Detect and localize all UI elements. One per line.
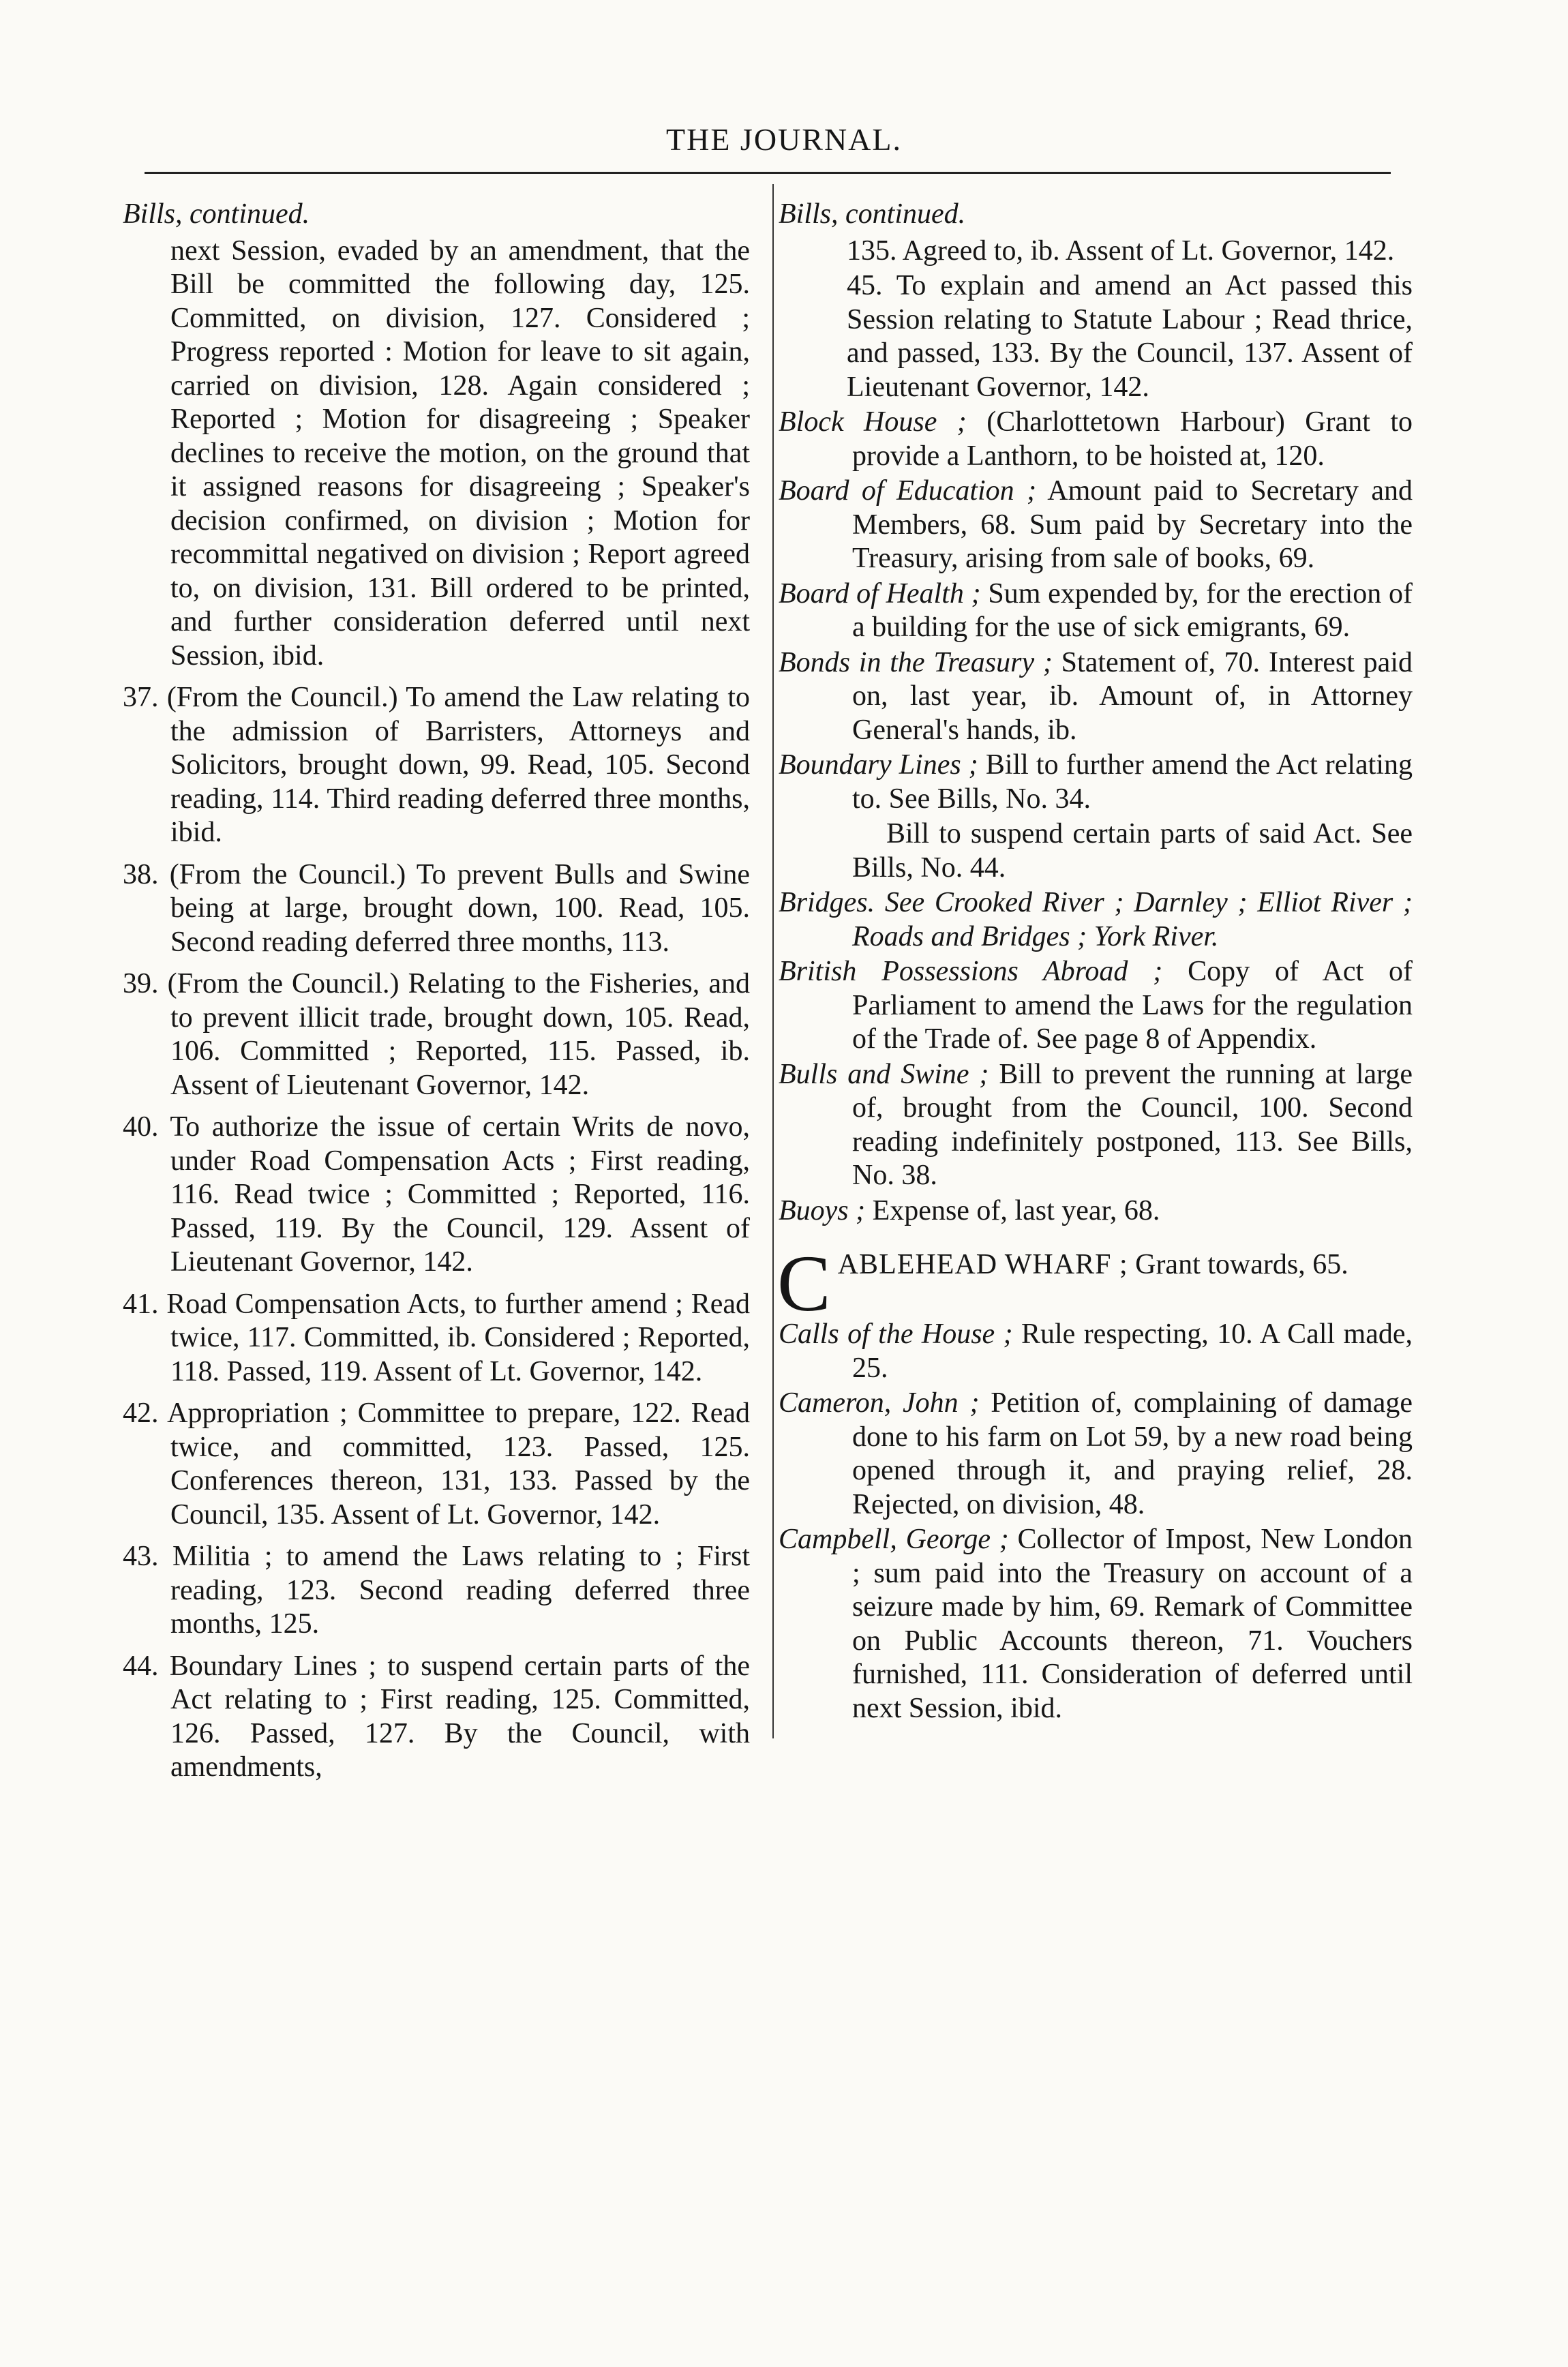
entry-text: Collector of Impost, New London ; sum paid into the Treasury on account of a seizure made by him, 69. Remark of Committee on Public Accounts thereon, 71. Vouchers furnished, 111. Consideration of deferred until next Session, ibid. <box>852 1524 1413 1724</box>
index-entry <box>779 1194 1413 1228</box>
entry-heading: ABLEHEAD WHARF ; <box>837 1249 1128 1280</box>
index-entry: 39. (From the Council.) Relating to the Fisheries, and to prevent illicit trade, brought down, 105. Read, 106. Committed ; Reported, 115. Passed, ib. Assent of Lieutenant Governor, 142. <box>123 968 750 1101</box>
index-entry <box>779 646 1413 748</box>
entry-text: Sum expended by, for the erection of a building for the use of sick emigrants, 69. <box>852 577 1413 643</box>
entry-heading: Boundary Lines ; <box>779 749 978 781</box>
entry-text: Statement of, 70. Interest paid on, last year, ib. Amount of, in Attorney General's hands, ib. <box>852 646 1413 746</box>
entry-heading: Bulls and Swine ; <box>779 1058 989 1090</box>
entry-heading: Calls of the House ; <box>779 1318 1013 1350</box>
entry-text: Petition of, complaining of damage done to his farm on Lot 59, by a new road being opened through it, and praying relief, 28. Rejected, on division, 48. <box>852 1387 1413 1520</box>
index-entry: 42. Appropriation ; Committee to prepare, 122. Read twice, and committed, 123. Passed, 125. Conferences thereon, 131, 133. Passed by the Council, 135. Assent of Lt. Governor, 142. <box>123 1398 750 1531</box>
entry-text: See Crooked River ; Darnley ; Elliot River ; Roads and Bridges ; York River. <box>852 887 1413 952</box>
index-entry <box>779 955 1413 1057</box>
entry-heading: Board of Health ; <box>779 577 981 609</box>
index-entry <box>777 1239 1413 1328</box>
entry-text: Grant towards, 65. <box>1135 1249 1348 1280</box>
index-entry <box>779 474 1413 576</box>
entry-heading: Buoys ; <box>779 1194 866 1226</box>
index-subentry: Bill to suspend certain parts of said Act. See Bills, No. 44. <box>852 818 1413 884</box>
continued-label: Bills, continued. <box>779 198 966 230</box>
index-entry: 40. To authorize the issue of certain Writs de novo, under Road Compensation Acts ; First reading, 116. Read twice ; Committed ; Reported, 116. Passed, 119. By the Council, 129. Assent of Lieutenant Governor, 142. <box>123 1111 750 1278</box>
index-entry <box>779 1523 1413 1725</box>
entry-text: Bill to prevent the running at large of, brought from the Council, 100. Second reading indefinitely postponed, 113. See Bills, No. 38. <box>852 1058 1413 1191</box>
entry-heading: Block House ; <box>779 406 967 438</box>
index-entry <box>779 749 1413 816</box>
index-entry <box>779 1058 1413 1193</box>
entry-text: Bill to further amend the Act relating to. See Bills, No. 34. <box>852 749 1413 815</box>
index-entry: 37. (From the Council.) To amend the Law relating to the admission of Barristers, Attorneys and Solicitors, brought down, 99. Read, 105. Second reading, 114. Third reading deferred three months, ibid. <box>123 682 750 848</box>
entry-text: Expense of, last year, 68. <box>872 1194 1160 1226</box>
entry-text: Rule respecting, 10. A Call made, 25. <box>852 1318 1413 1384</box>
index-entry <box>779 1387 1413 1522</box>
entry-heading: Cameron, John ; <box>779 1387 980 1419</box>
index-entry <box>779 886 1413 954</box>
index-entry: 43. Militia ; to amend the Laws relating to ; First reading, 123. Second reading deferred three months, 125. <box>123 1541 750 1640</box>
entry-text: (Charlottetown Harbour) Grant to provide a Lanthorn, to be hoisted at, 120. <box>852 406 1413 472</box>
index-entry <box>779 406 1413 473</box>
entry-heading: Board of Education ; <box>779 475 1037 507</box>
entry-heading: Bridges. <box>779 887 875 918</box>
index-entry: 135. Agreed to, ib. Assent of Lt. Governor, 142. <box>847 235 1395 267</box>
entry-heading: Campbell, George ; <box>779 1524 1009 1555</box>
index-entry: 41. Road Compensation Acts, to further amend ; Read twice, 117. Committed, ib. Considered ; Reported, 118. Passed, 119. Assent of Lt. Governor, 142. <box>123 1288 750 1387</box>
column-divider <box>772 184 774 1738</box>
entry-text: Amount paid to Secretary and Members, 68. Sum paid by Secretary into the Treasury, arising from sale of books, 69. <box>852 475 1413 574</box>
entry-text: Copy of Act of Parliament to amend the Laws for the regulation of the Trade of. See page 8 of Appendix. <box>852 956 1413 1055</box>
entry-heading: Bonds in the Treasury ; <box>779 646 1053 678</box>
header-rule <box>145 172 1391 174</box>
index-entry: 38. (From the Council.) To prevent Bulls and Swine being at large, brought down, 100. Read, 105. Second reading deferred three months, 113. <box>123 858 750 958</box>
entry-heading: British Possessions Abroad ; <box>779 956 1163 987</box>
right-column <box>779 198 1413 1727</box>
page-title: THE JOURNAL. <box>666 122 902 157</box>
index-entry <box>779 1318 1413 1385</box>
index-entry: 45. To explain and amend an Act passed this Session relating to Statute Labour ; Read thrice, and passed, 133. By the Council, 137. Assent of Lieutenant Governor, 142. <box>847 270 1413 403</box>
index-entry: 44. Boundary Lines ; to suspend certain parts of the Act relating to ; First reading, 125. Committed, 126. Passed, 127. By the Council, with amendments, <box>123 1650 750 1783</box>
left-column <box>123 198 750 1793</box>
index-entry <box>779 577 1413 645</box>
drop-cap-letter: C <box>777 1239 831 1328</box>
index-entry: next Session, evaded by an amendment, that the Bill be committed the following day, 125. Committed, on division, 127. Considered ; Progress reported : Motion for leave to sit again, carried on division, 128. Again considered ; Reported ; Motion for disagreeing ; Speaker declines to receive the motion, on the ground that it assigned reasons for disagreeing ; Speaker's decision confirmed, on division ; Motion for recommittal negatived on division ; Report agreed to, on division, 131. Bill ordered to be printed, and further consideration deferred until next Session, ibid. <box>170 235 750 672</box>
continued-label: Bills, continued. <box>123 198 310 230</box>
